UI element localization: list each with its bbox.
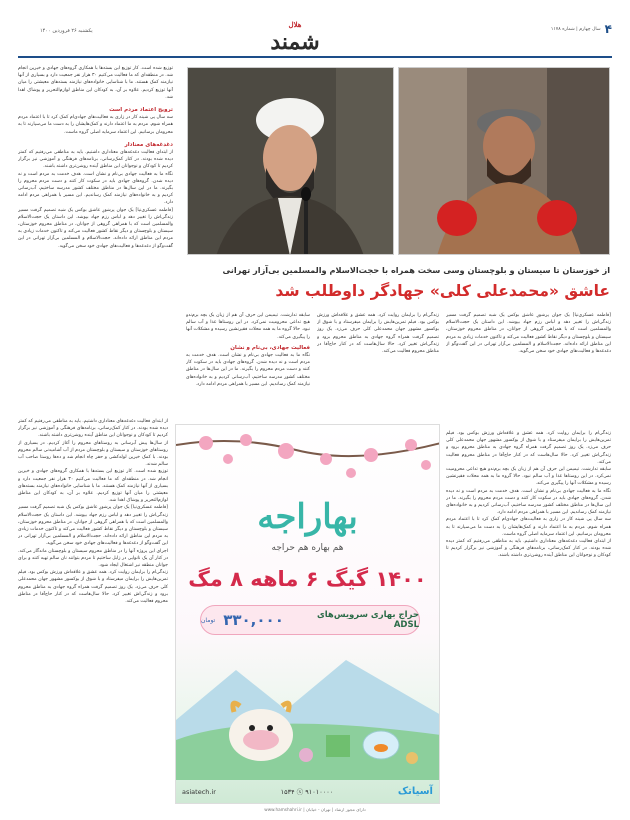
second-column-text: زندگی‌ام را برایمان روایت کرد. همه عشق و علاقه‌اش ورزش بوکس بود. فیلم تمرین‌هایش را برایمان میفرستاد و با شوق از بوکسور مشهور جهان محمدعلی کلی حرف می‌زد. یک روز تصمیم گرفت همراه گروه جهادی به مناطق محروم برود و زندگی‌اش تغییر کرد. حالا سال‌هاست که در کنار حاج‌آقا در مناطق محروم فعالیت می‌کند. bbox=[317, 313, 439, 355]
left-bottom-text-4: [فاطمه عسکری‌نیا] یک جوان پرشورِ عاشق بوکس یک شبه تصمیم گرفت مسیر زندگی‌اش را تغییر دهد و لباس رزم جهاد بپوشد. این داستان یک حجت‌الاسلام والمسلمین است که با همراهی گروهی از جوانان، در مناطق محروم خوزستان، سیستان و بلوچستان و دیگر نقاط کشور فعالیت می‌کند و تاکنون خدمات زیادی به مردم این مناطق ارائه داده‌اند. حجت‌الاسلام و المسلمین بی‌آزار تهرانی در این گفت‌وگو از دغدغه‌ها و فعالیت‌های جهادی خود سخن می‌گوید. bbox=[18, 505, 168, 547]
right-lower-text-3: نگاه ما به فعالیت جهادی بی‌نام و نشان است. هدف خدمت به مردم است و نه دیده شدن. گروه‌های جهادی باید در سکوت کار کنند و دست مردم محروم را بگیرند. ما در این سال‌ها در مناطق مختلف کشور مدرسه ساختیم، آب‌رسانی کردیم و به خانواده‌های نیازمند کمک رساندیم. این مسیر با همراهی مردم ادامه دارد. bbox=[446, 488, 611, 516]
article-intro: [فاطمه عسکری‌نیا] یک جوان پرشورِ عاشق بوکس یک شبه تصمیم گرفت مسیر زندگی‌اش را تغییر دهد و لباس رزم جهاد بپوشد. این داستان یک حجت‌الاسلام والمسلمین است که با همراهی گروهی از جوانان، در مناطق محروم خوزستان، سیستان و بلوچستان و دیگر نقاط کشور فعالیت می‌کند و تاکنون خدمات زیادی به مردم این مناطق ارائه داده‌اند. حجت‌الاسلام و المسلمین بی‌آزار تهرانی در این گفت‌وگو از دغدغه‌ها و فعالیت‌های جهادی خود سخن می‌گوید. bbox=[446, 313, 611, 355]
left-column-more: نگاه ما به فعالیت جهادی بی‌نام و نشان است. هدف خدمت به مردم است و نه دیده شدن. گروه‌های جهادی باید در سکوت کار کنند و دست مردم محروم را بگیرند. ما در این سال‌ها در مناطق مختلف کشور مدرسه ساختیم، آب‌رسانی کردیم و به خانواده‌های نیازمند کمک رساندیم. این مسیر با همراهی مردم ادامه دارد. bbox=[18, 171, 173, 206]
left-column bbox=[18, 65, 173, 410]
photo-cleric bbox=[187, 67, 394, 255]
header-rule bbox=[18, 56, 612, 58]
intro-column bbox=[446, 312, 611, 422]
left-bottom-text-3: توزیع شده است. کار توزیع این بسته‌ها با همکاری گروه‌های جهادی و خیرین انجام شد. در منطقه‌ای که ما فعالیت می‌کنیم ۳۰ هزار نفر جمعیت دارد و بسیاری از آنها نیازمند کمک هستند. ما با شناسایی خانواده‌های نیازمند بسته‌های معیشتی را میان آنها توزیع کردیم. علاوه بر آن، به کودکان این مناطق لوازم‌التحریر و پوشاک اهدا شد. bbox=[18, 469, 168, 504]
blossom-branch-icon bbox=[176, 425, 440, 500]
left-column-more-2: [فاطمه عسکری‌نیا] یک جوان پرشورِ عاشق بوکس یک شبه تصمیم گرفت مسیر زندگی‌اش را تغییر دهد و لباس رزم جهاد بپوشد. این داستان یک حجت‌الاسلام والمسلمین است که با همراهی گروهی از جوانان، در مناطق محروم خوزستان، سیستان و بلوچستان و دیگر نقاط کشور فعالیت می‌کند و تاکنون خدمات زیادی به مردم این مناطق ارائه داده‌اند. حجت‌الاسلام و المسلمین بی‌آزار تهرانی در این گفت‌وگو از دغدغه‌ها و فعالیت‌های جهادی خود سخن می‌گوید. bbox=[18, 207, 173, 249]
left-bottom-text-2: از سال‌ها پیش آبرسانی به روستاهای محروم را آغاز کردیم. در بسیاری از روستاهای خوزستان و سیستان و بلوچستان مردم از آب آشامیدنی سالم محروم بودند. با کمک خیرین لوله‌کشی و حفر چاه انجام شد و ده‌ها روستا صاحب آب سالم شدند. bbox=[18, 440, 168, 468]
ad-price: ۳۳۰,۰۰۰ bbox=[223, 611, 284, 629]
logo-sub: هلال bbox=[288, 20, 302, 29]
right-lower-text-2: سابقه تدارشت. تیمیمن این حرف آن هم از زبان یک بچه برم‌ندو هیچ تداعی محرومیت نمی‌کرد. در این روستاها غذا و آب سالم نبود. حالا گروه ما به همه محلات فقیرنشین رسیده و مشکلات آنها را پیگیری می‌کند. bbox=[446, 467, 611, 487]
section-body-concerns: از ابتدای فعالیت دغدغه‌های معناداری داشتیم. باید به مناطقی می‌رفتیم که کمتر دیده شده بودند. در کنار کمک‌رسانی، برنامه‌های فرهنگی و آموزشی نیز برگزار کردیم تا کودکان و نوجوانان این مناطق آینده روشن‌تری داشته باشند. bbox=[18, 150, 173, 170]
issue-info: سال چهارم | شماره ۱۱۷۸ bbox=[550, 26, 601, 32]
cleric-illustration bbox=[187, 68, 393, 255]
ad-title: بهاراجه bbox=[257, 497, 358, 537]
ad-phone[interactable]: ۱۵۳۴ ⓧ ۹۱۰۱۰۰۰۰ bbox=[280, 788, 334, 796]
left-column-text: توزیع شده است. کار توزیع این بسته‌ها با همکاری گروه‌های جهادی و خیرین انجام شد. در منطقه‌ای که ما فعالیت می‌کنیم ۳۰ هزار نفر جمعیت دارد و بسیاری از آنها نیازمند کمک هستند. ما با شناسایی خانواده‌های نیازمند بسته‌های معیشتی را میان آنها توزیع کردیم. علاوه بر آن، به کودکان این مناطق لوازم‌التحریر و پوشاک اهدا شد. bbox=[18, 66, 173, 100]
ad-footer bbox=[182, 786, 433, 797]
advertisement[interactable] bbox=[175, 424, 440, 804]
right-lower-text-5: از ابتدای فعالیت دغدغه‌های معناداری داشتیم. باید به مناطقی می‌رفتیم که کمتر دیده شده بودند. در کنار کمک‌رسانی، برنامه‌های فرهنگی و آموزشی نیز برگزار کردیم تا کودکان و نوجوانان این مناطق آینده روشن‌تری داشته باشند. bbox=[446, 539, 611, 559]
ad-website[interactable]: asiatech.ir bbox=[182, 787, 216, 796]
right-lower-column bbox=[446, 430, 611, 805]
third-column bbox=[186, 312, 310, 422]
second-column bbox=[317, 312, 439, 422]
left-bottom-text-6: زندگی‌ام را برایمان روایت کرد. همه عشق و علاقه‌اش ورزش بوکس بود. فیلم تمرین‌هایش را برایمان میفرستاد و با شوق از بوکسور مشهور جهان محمدعلی کلی حرف می‌زد. یک روز تصمیم گرفت همراه گروه جهادی به مناطق محروم برود و زندگی‌اش تغییر کرد. حالا سال‌هاست که در کنار حاج‌آقا در مناطق محروم فعالیت می‌کند. bbox=[18, 570, 168, 605]
boxer-illustration bbox=[398, 68, 609, 255]
left-bottom-text-5: اجرای این پروژه آنها را در مناطق محروم سیستان و بلوچستان ماندگار می‌کند. در کنار آن یک نانوایی در زابل ساختیم تا مردم بتوانند نان سالم تهیه کنند و برای جوانان منطقه نیز اشتغال ایجاد شود. bbox=[18, 548, 168, 569]
article-kicker: از خوزستان تا سیستان و بلوچستان وسی سخت همراه با حجت‌الاسلام والمسلمین بی‌آزار تهرانی bbox=[222, 265, 610, 275]
page-header bbox=[551, 22, 612, 36]
ad-price-unit: تومان bbox=[201, 616, 216, 624]
left-column-bottom bbox=[18, 418, 168, 803]
ad-subtitle: هم بهاره هم حراجه bbox=[271, 543, 344, 553]
section-title-concerns: دغدغه‌های معنادار bbox=[124, 141, 173, 148]
section-title-jihadi: فعالیت جهادی، بی‌نام و نشان bbox=[230, 344, 310, 351]
ad-brand-logo: آسیاتک bbox=[397, 786, 433, 797]
page-number: ۴ bbox=[604, 22, 612, 36]
date-info: یکشنبه ۲۶ فروردین ۱۴۰۰ bbox=[40, 28, 93, 34]
spring-scene-icon bbox=[176, 640, 440, 780]
right-lower-text-1: زندگی‌ام را برایمان روایت کرد. همه عشق و علاقه‌اش ورزش بوکس بود. فیلم تمرین‌هایش را برایمان میفرستاد و با شوق از بوکسور مشهور جهان محمدعلی کلی حرف می‌زد. یک روز تصمیم گرفت همراه گروه جهادی به مناطق محروم برود و زندگی‌اش تغییر کرد. حالا سال‌هاست که در کنار حاج‌آقا در مناطق محروم فعالیت می‌کند. bbox=[446, 431, 611, 465]
section-body-jihadi: نگاه ما به فعالیت جهادی بی‌نام و نشان است. هدف خدمت به مردم است و نه دیده شدن. گروه‌های جهادی باید در سکوت کار کنند و دست مردم محروم را بگیرند. ما در این سال‌ها در مناطق مختلف کشور مدرسه ساختیم، آب‌رسانی کردیم و به خانواده‌های نیازمند کمک رساندیم. این مسیر با همراهی مردم ادامه دارد. bbox=[186, 353, 310, 387]
ad-offer: ۱۴۰۰ گیگ ۶ ماهه ۸ مگ bbox=[188, 567, 427, 591]
article-headline: عاشق «محمدعلی کلی» جهادگر داوطلب شد bbox=[275, 282, 610, 300]
right-lower-text-4: سه سال پی شینه کار در زاری به فعالیت‌های جهادی‌ام کمک کرد تا با اعتماد مردم همراه شوم. مردم به ما اعتماد دارند و کمک‌هایشان را به دست ما می‌سپارند تا به محرومان برسانیم. این اعتماد سرمایه اصلی گروه ماست. bbox=[446, 517, 611, 537]
newspaper-logo bbox=[255, 20, 335, 55]
section-body-trust: سه سال پی شینه کار در زاری به فعالیت‌های جهادی‌ام کمک کرد تا با اعتماد مردم همراه شوم. مردم به ما اعتماد دارند و کمک‌هایشان را به دست ما می‌سپارند تا به محرومان برسانیم. این اعتماد سرمایه اصلی گروه ماست. bbox=[18, 115, 173, 135]
section-title-trust: ترویج اعتماد مردم است bbox=[109, 107, 173, 114]
left-bottom-text-1: از ابتدای فعالیت دغدغه‌های معناداری داشتیم. باید به مناطقی می‌رفتیم که کمتر دیده شده بودند. در کنار کمک‌رسانی، برنامه‌های فرهنگی و آموزشی نیز برگزار کردیم تا کودکان و نوجوانان این مناطق آینده روشن‌تری داشته باشند. bbox=[18, 419, 168, 439]
photo-boxer bbox=[398, 67, 610, 255]
page-footer: دارای مجوز ارشاد | تهران - خیابان | www.hamshahri.ir bbox=[264, 807, 366, 812]
ad-pill-text: حراج بهاری سرویس‌های ADSL bbox=[316, 610, 419, 630]
logo-main: شمند bbox=[270, 29, 320, 55]
third-column-text: سابقه تدارشت. تیمیمن این حرف آن هم از زبان یک بچه برم‌ندو هیچ تداعی محرومیت نمی‌کرد. در این روستاها غذا و آب سالم نبود. حالا گروه ما به همه محلات فقیرنشین رسیده و مشکلات آنها را پیگیری می‌کند. bbox=[186, 313, 310, 340]
ad-price-pill[interactable] bbox=[200, 605, 420, 635]
